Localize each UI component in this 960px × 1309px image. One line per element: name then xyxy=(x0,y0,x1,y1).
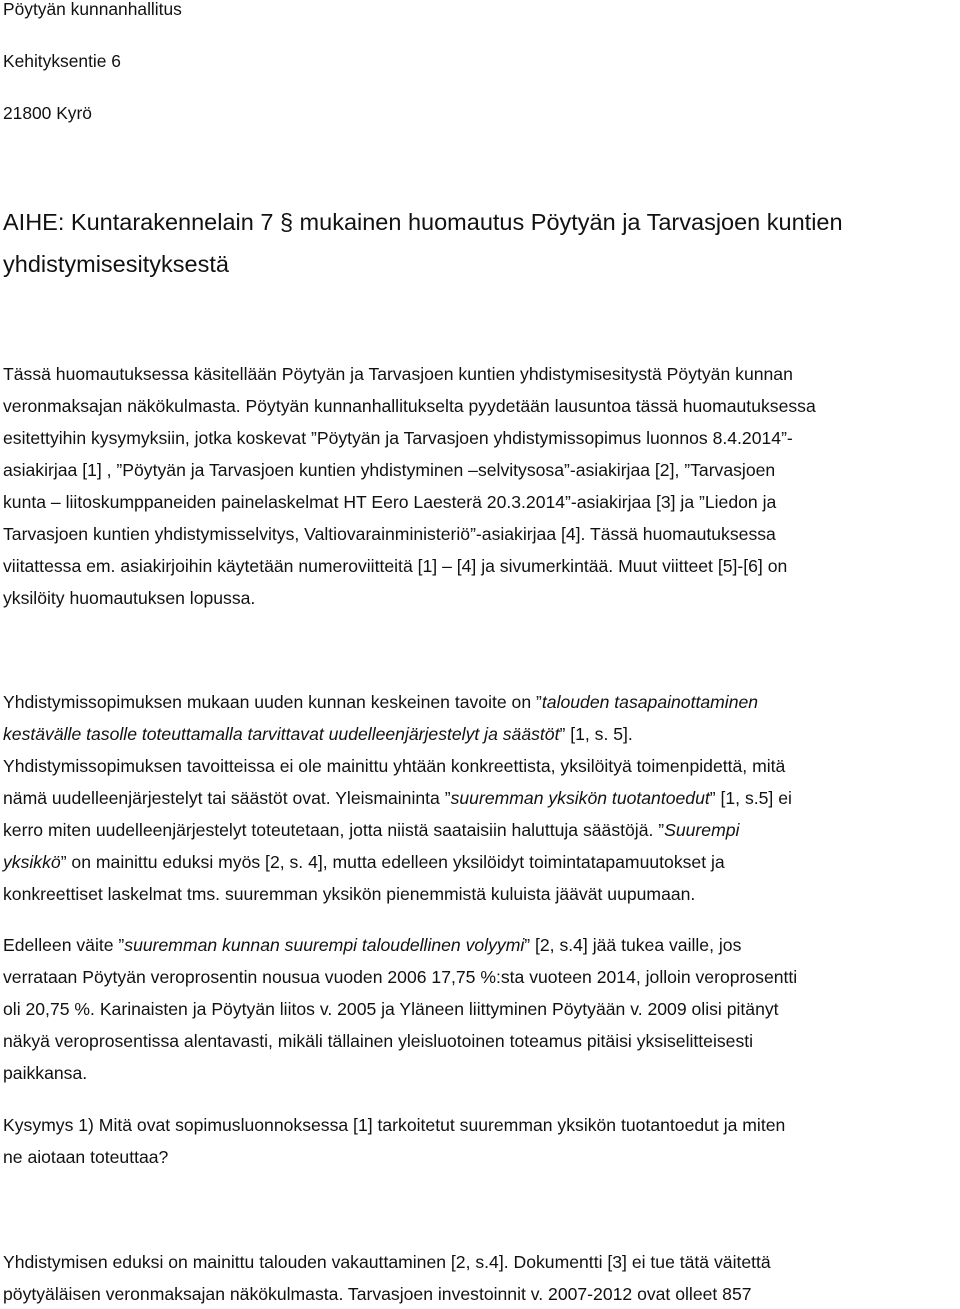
paragraph-line: paikkansa. xyxy=(3,1063,88,1083)
paragraph-line xyxy=(3,690,758,714)
paragraph-line xyxy=(3,850,725,874)
question-line: ne aiotaan toteuttaa? xyxy=(3,1147,169,1167)
text-span: nämä uudelleenjärjestelyt tai säästöt ovat. Yleismaininta ” xyxy=(3,788,451,808)
intro-line: Tässä huomautuksessa käsitellään Pöytyän ja Tarvasjoen kuntien yhdistymisesitystä Pöytyän kunnan xyxy=(3,364,793,384)
intro-line: esitettyihin kysymyksiin, jotka koskevat ”Pöytyän ja Tarvasjoen yhdistymissopimus luonnos 8.4.2014”- xyxy=(3,428,793,448)
address-postal: 21800 Kyrö xyxy=(3,103,92,123)
intro-line: asiakirjaa [1] , ”Pöytyän ja Tarvasjoen kuntien yhdistyminen –selvitysosa”-asiakirjaa [2], ”Tarvasjoen xyxy=(3,460,776,480)
intro-line: viitattessa em. asiakirjoihin käytetään numeroviitteitä [1] – [4] ja sivumerkintää. Muut viitteet [5]-[6] on xyxy=(3,556,788,576)
quoted-text: suuremman yksikön tuotantoedut xyxy=(450,788,710,808)
paragraph-line: Yhdistymisen eduksi on mainittu talouden vakauttaminen [2, s.4]. Dokumentti [3] ei tue tätä väitettä xyxy=(3,1252,771,1272)
paragraph-line xyxy=(3,818,739,842)
intro-line: Tarvasjoen kuntien yhdistymisselvitys, Valtiovarainministeriö”-asiakirjaa [4]. Tässä huomautuksessa xyxy=(3,524,776,544)
quoted-text: talouden tasapainottaminen xyxy=(541,692,759,712)
paragraph-line xyxy=(3,933,741,957)
subject-line-1: AIHE: Kuntarakennelain 7 § mukainen huomautus Pöytyän ja Tarvasjoen kuntien xyxy=(3,209,843,235)
text-span: Yhdistymissopimuksen mukaan uuden kunnan keskeinen tavoite on ” xyxy=(3,692,542,712)
paragraph-line xyxy=(3,786,792,810)
paragraph-line: konkreettiset laskelmat tms. suuremman yksikön pienemmistä kuluista jäävät uupumaan. xyxy=(3,884,696,904)
text-span: ” on mainittu eduksi myös [2, s. 4], mutta edelleen yksilöidyt toimintatapamuutokset ja xyxy=(60,852,725,872)
intro-line: yksilöity huomautuksen lopussa. xyxy=(3,588,256,608)
quoted-text: Suurempi xyxy=(664,820,740,840)
paragraph-line: Yhdistymissopimuksen tavoitteissa ei ole mainittu yhtään konkreettista, yksilöityä toimenpidettä, mitä xyxy=(3,756,786,776)
paragraph-line: verrataan Pöytyän veroprosentin nousua vuoden 2006 17,75 %:sta vuoteen 2014, jolloin veroprosentti xyxy=(3,967,798,987)
quoted-text: kestävälle tasolle toteuttamalla tarvittavat uudelleenjärjestelyt ja säästöt xyxy=(3,724,560,744)
text-span: Edelleen väite ” xyxy=(3,935,125,955)
paragraph-line: oli 20,75 %. Karinaisten ja Pöytyän liitos v. 2005 ja Yläneen liittyminen Pöytyään v. 2009 olisi pitänyt xyxy=(3,999,779,1019)
text-span: ” [1, s. 5]. xyxy=(559,724,633,744)
text-span: ” [1, s.5] ei xyxy=(709,788,792,808)
question-line: Kysymys 1) Mitä ovat sopimusluonnoksessa [1] tarkoitetut suuremman yksikön tuotantoedut ja miten xyxy=(3,1115,786,1135)
quoted-text: yksikkö xyxy=(3,852,61,872)
address-street: Kehityksentie 6 xyxy=(3,51,121,71)
quoted-text: suuremman kunnan suurempi taloudellinen volyymi xyxy=(124,935,525,955)
intro-line: kunta – liitoskumppaneiden painelaskelmat HT Eero Laesterä 20.3.2014”-asiakirjaa [3] ja ”Liedon ja xyxy=(3,492,777,512)
text-span: ” [2, s.4] jää tukea vaille, jos xyxy=(524,935,742,955)
paragraph-line xyxy=(3,722,633,746)
subject-line-2: yhdistymisesityksestä xyxy=(3,251,229,277)
text-span: kerro miten uudelleenjärjestelyt toteutetaan, jotta niistä saataisiin haluttuja säästöjä. ” xyxy=(3,820,665,840)
intro-line: veronmaksajan näkökulmasta. Pöytyän kunnanhallitukselta pyydetään lausuntoa tässä huomautuksessa xyxy=(3,396,816,416)
paragraph-line: pöytyäläisen veronmaksajan näkökulmasta. Tarvasjoen investoinnit v. 2007-2012 ovat olleet 857 xyxy=(3,1284,752,1304)
address-recipient: Pöytyän kunnanhallitus xyxy=(3,0,182,19)
paragraph-line: näkyä veroprosentissa alentavasti, mikäli tällainen yleisluotoinen toteamus pitäisi yksiselitteisesti xyxy=(3,1031,754,1051)
